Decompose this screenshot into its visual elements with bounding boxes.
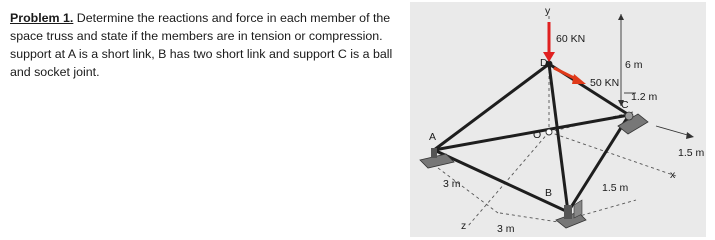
label-point-d: D	[540, 57, 548, 69]
label-50kn: 50 KN	[590, 77, 620, 89]
truss-figure	[408, 0, 708, 239]
label-x-axis: x	[670, 169, 676, 181]
problem-title: Problem 1.	[10, 11, 74, 25]
label-1-5m-bottom: 1.5 m	[602, 182, 629, 194]
label-3m-bottom: 3 m	[497, 223, 515, 235]
label-point-b: B	[545, 187, 553, 199]
label-1-5m-right: 1.5 m	[678, 147, 705, 159]
label-60kn: 60 KN	[556, 33, 586, 45]
label-point-a: A	[429, 131, 437, 143]
label-origin: O	[533, 129, 542, 141]
label-1-2m: 1.2 m	[631, 91, 658, 103]
label-z-axis: z	[461, 220, 467, 232]
label-point-c: C	[621, 99, 629, 111]
origin-marker	[546, 129, 552, 135]
problem-body: Determine the reactions and force in each member of the space truss and state if the members are in tension or compression. support at A is a short link, B has two short link and support C is a ball and socket joint.	[10, 11, 393, 79]
problem-statement	[10, 9, 402, 81]
label-6m: 6 m	[625, 59, 643, 71]
label-3m-left: 3 m	[443, 178, 461, 190]
label-y-axis: y	[545, 5, 551, 17]
